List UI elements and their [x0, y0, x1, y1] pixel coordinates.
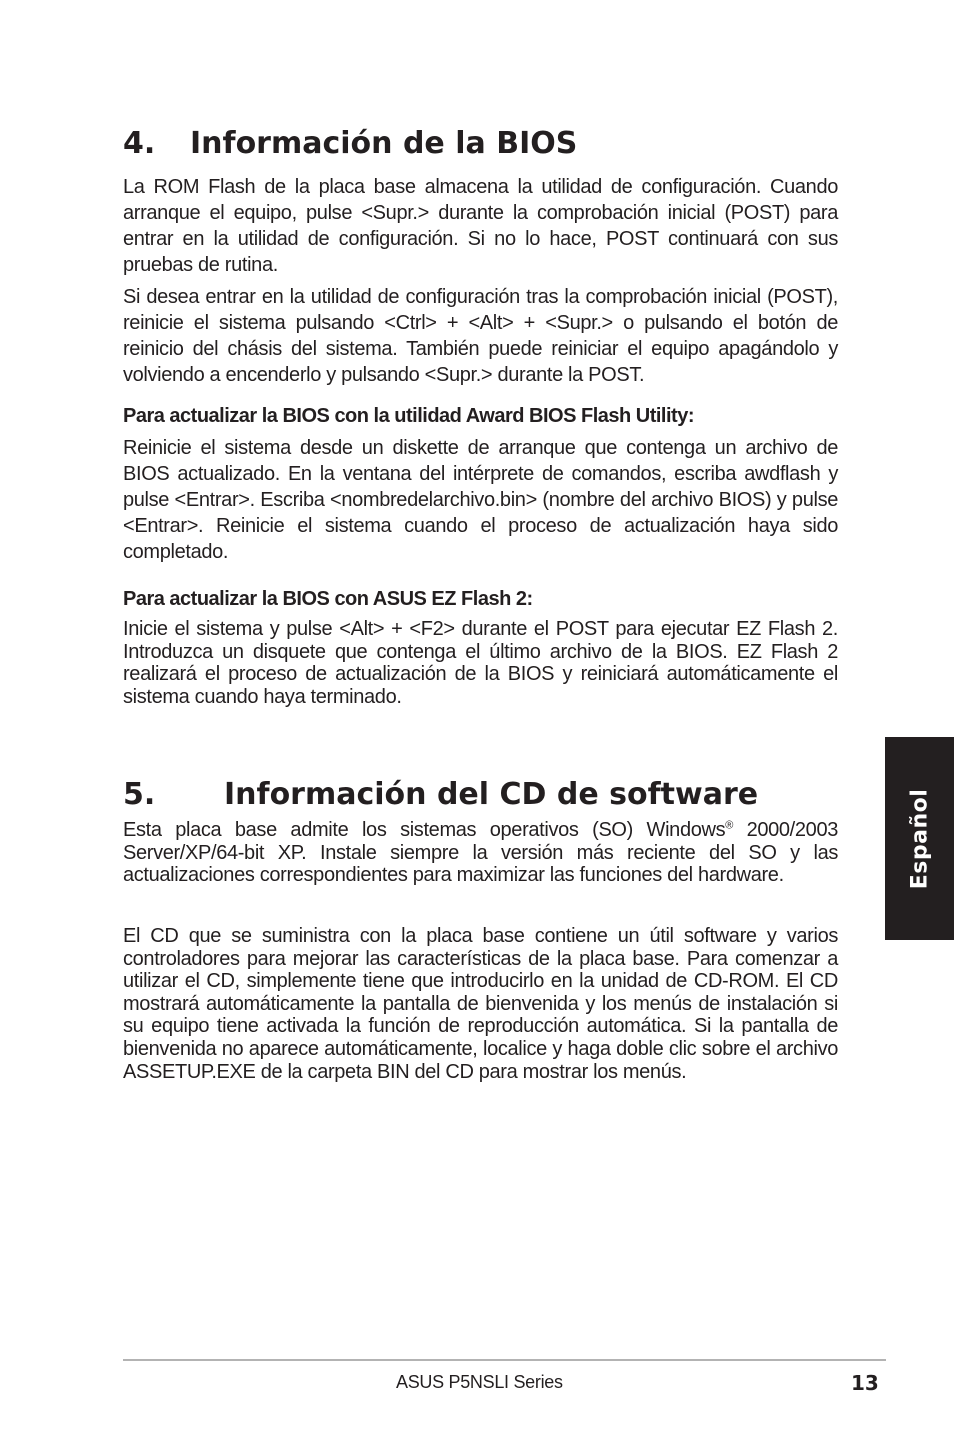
- os-text-end: 2000/2003 Server/XP/64-bit XP. Instale siempre la versión más reciente del SO y las actualizaciones correspondientes para maximizar las funciones del hardware.: [123, 819, 838, 887]
- os-text-start: Esta placa base admite los sistemas operativos (SO) Windows: [123, 819, 726, 841]
- ez-flash-text: Inicie el sistema y pulse <Alt> + <F2> durante el POST para ejecutar EZ Flash 2. Introduzca un disquete que contenga el último archivo de la BIOS. EZ Flash 2 realizará el proceso de actualización de la BIOS y reiniciará automáticamente el sistema cuando haya terminado.: [123, 618, 838, 708]
- section-4-paragraph-2: Si desea entrar en la utilidad de configuración tras la comprobación inicial (POST), reinicie el sistema pulsando <Ctrl> + <Alt> + <Supr.> o pulsando el botón de reinicio del chásis del sistema. También puede reiniciar el equipo apagándolo y volviendo a encenderlo y pulsando <Supr.> durante la POST.: [123, 286, 838, 386]
- section-5-paragraph-2: El CD que se suministra con la placa base contiene un útil software y varios controladores para mejorar las características de la placa base. Para comenzar a utilizar el CD, simplemente tiene que introducirlo en la unidad de CD-ROM. El CD mostrará automáticamente la pantalla de bienvenida y los menús de instalación si su equipo tiene activada la función de reproducción automática. Si la pantalla de bienvenida no aparece automáticamente, localice y haga doble clic sobre el archivo ASSETUP.EXE de la carpeta BIN del CD para mostrar los menús.: [123, 925, 838, 1083]
- award-flash-text: Reinicie el sistema desde un diskette de arranque que contenga un archivo de BIOS actualizado. En la ventana del intérprete de comandos, escriba awdflash y pulse <Entrar>. Escriba <nombredelarchivo.bin> (nombre del archivo BIOS) y pulse <Entrar>. Reinicie el sistema cuando el proceso de actualización haya sido completado.: [123, 437, 838, 563]
- section-5-heading: [123, 777, 759, 812]
- ez-flash-heading: Para actualizar la BIOS con ASUS EZ Flash 2:: [123, 588, 533, 610]
- section-5-number: 5.: [123, 777, 156, 812]
- footer-divider: [123, 1359, 886, 1361]
- language-side-tab: [885, 737, 954, 940]
- award-flash-heading: Para actualizar la BIOS con la utilidad Award BIOS Flash Utility:: [123, 405, 694, 427]
- section-4-heading: [123, 126, 578, 161]
- section-4-title: Información de la BIOS: [190, 126, 578, 161]
- section-4-paragraph-1: La ROM Flash de la placa base almacena la utilidad de configuración. Cuando arranque el equipo, pulse <Supr.> durante la comprobación inicial (POST) para entrar en la utilidad de configuración. Si no lo hace, POST continuará con sus pruebas de rutina.: [123, 176, 838, 276]
- registered-mark: ®: [725, 819, 733, 832]
- language-label: Español: [907, 788, 932, 889]
- section-4-number: 4.: [123, 126, 156, 161]
- section-5-paragraph-1: [123, 819, 838, 887]
- section-5-title: Información del CD de software: [224, 777, 759, 812]
- footer-series: ASUS P5NSLI Series: [396, 1372, 563, 1392]
- page-number: 13: [851, 1371, 879, 1395]
